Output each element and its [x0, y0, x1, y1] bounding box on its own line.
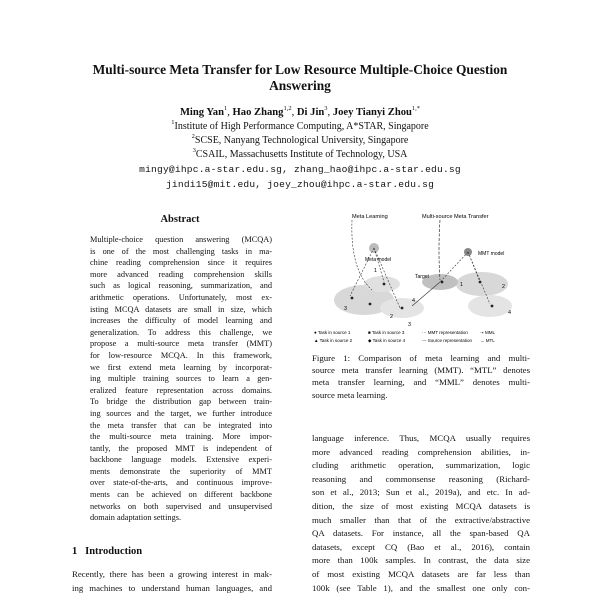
text-line: for low-resource MCQA. In this framework,: [90, 350, 272, 360]
text-line: over state-of-the-arts, and continuous improve-: [90, 478, 272, 488]
affiliation-line: $^3$CSAIL, Massachusetts Institute of Technology, USA: [192, 147, 408, 160]
text-line: Multiple-choice question answering (MCQA): [90, 235, 272, 244]
text-line: cluding arithmetic operation, summarization, logic: [312, 460, 530, 471]
source-cluster: [364, 276, 400, 292]
source-cluster: [468, 295, 512, 317]
text-line: dition, the size of most existing MCQA datasets is: [312, 500, 530, 511]
text-line: arithmetic operations. Unfortunately, most ex-: [90, 292, 272, 302]
label-meta-learning: Meta Learning: [352, 214, 388, 220]
text-line: To bridge the distribution gap between train-: [90, 397, 272, 407]
text-line: ments demonstrate the superiority of MMT: [90, 466, 272, 476]
affiliation-line: $^2$SCSE, Nanyang Technological University, Singapore: [191, 133, 409, 146]
text-line: son et al., 2013; Sun et al., 2019a), and etc. In ad-: [312, 487, 530, 498]
cluster-number: 3: [344, 306, 347, 312]
title-line-2: Answering: [269, 78, 331, 93]
task-marker: [479, 281, 482, 284]
text-line: more advanced reading comprehension abilities, in-: [312, 446, 530, 457]
task-marker: [441, 281, 444, 284]
figure-caption: [312, 352, 530, 401]
legend-item: ● Task in source 1: [314, 330, 351, 335]
author-sup: 1,2: [283, 105, 292, 112]
cluster-number: 1: [374, 268, 377, 274]
abstract-heading: Abstract: [160, 214, 200, 225]
text-line: more than 100k samples. In contrast, the data size: [312, 555, 530, 566]
text-line: the multi-source meta training. More impor-: [90, 432, 272, 442]
text-line: generalization. To address this challenge, we: [90, 327, 272, 337]
text-line: source meta transfer learning (MMT). “MTL” denotes: [312, 365, 530, 376]
text-line: we first extend meta learning by incorporat-: [90, 362, 272, 372]
legend-item: ⇢ MML: [480, 330, 496, 335]
legend-item: ··· MMT representation: [422, 330, 468, 335]
text-line: tantly, the proposed MMT is independent of: [90, 443, 272, 453]
text-line: eralized feature representation across domains.: [90, 385, 272, 395]
legend-item: ◆ Task in source 4: [368, 338, 406, 343]
text-line: datasets, except CQ (Bao et al., 2016), contain: [312, 541, 530, 552]
section-heading-introduction: [72, 546, 142, 557]
task-marker: [383, 283, 386, 286]
text-line: backbone language models. Extensive experi-: [90, 455, 272, 465]
author-name: Ming Yan: [179, 107, 224, 118]
cluster-number: 1: [460, 282, 463, 288]
text-line: meta transfer learning, and “MML” denotes multi-: [312, 377, 530, 388]
task-marker: [491, 305, 494, 308]
text-line: the meta transfer that can be integrated into: [90, 420, 272, 430]
label-mmt-transfer: Multi-source Meta Transfer: [422, 214, 489, 220]
task-marker: [401, 307, 404, 310]
text-line: ing multiple training sources to learn a gen-: [90, 374, 272, 384]
figure-1: [312, 210, 534, 345]
legend-item: → MTL: [480, 338, 495, 343]
text-line: ing machines to understand human languages, and: [72, 582, 272, 593]
author-name: Hao Zhang: [232, 107, 284, 118]
text-line: reasoning and commonsense reasoning (Richard-: [312, 473, 530, 484]
mmt-path: [439, 220, 440, 280]
email-line-2: jindi15@mit.edu, joey_zhou@ihpc.a-star.edu.sg: [165, 179, 435, 190]
text-line: Figure 1: Comparison of meta learning and multi-: [312, 353, 530, 363]
author-sup: 1,*: [411, 105, 421, 112]
text-line: propose a multi-source meta transfer (MMT): [90, 339, 272, 349]
label-mmt-model: MMT model: [478, 251, 505, 257]
cluster-number: 2: [502, 284, 505, 290]
label-meta-model: Meta model: [365, 257, 392, 263]
email-line-1: mingy@ihpc.a-star.edu.sg, zhang_hao@ihpc.a-star.edu.sg: [139, 164, 461, 175]
text-line: much smaller than that of the extractive/abstractive: [312, 514, 530, 525]
text-line: chine reading comprehension since it requires: [90, 258, 272, 268]
author-list: Ming Yan$^1$, Hao Zhang$^{1,2}$, Di Jin$^3$, Joey Tianyi Zhou$^{1,*}$: [179, 105, 421, 118]
text-line: more advanced reading comprehension skills: [90, 269, 272, 279]
cluster-number: 2: [390, 314, 393, 320]
text-line: domain adaptation settings.: [90, 513, 182, 523]
abstract-body: [90, 234, 272, 524]
cluster-number: 3: [408, 322, 411, 328]
affiliations: [40, 120, 560, 162]
affiliation-line: $^1$Institute of High Performance Computing, A*STAR, Singapore: [171, 119, 429, 132]
section-title: Introduction: [85, 546, 143, 557]
text-line: of most existing MCQA datasets are far less than: [312, 568, 530, 579]
cluster-number: 4: [508, 310, 511, 316]
introduction-body: [72, 568, 272, 595]
author-emails: [40, 162, 560, 192]
paper-title: [40, 62, 560, 94]
task-marker: [351, 297, 354, 300]
task-marker: [369, 303, 372, 306]
section-number: 1: [72, 546, 78, 557]
author-name: Joey Tianyi Zhou: [332, 107, 412, 118]
text-line: increases the difficulty of model learning and: [90, 316, 272, 326]
legend-item: ▲ Task in source 2: [314, 338, 353, 343]
text-line: Recently, there has been a growing interest in mak-: [72, 569, 272, 579]
text-line: ments can be achieved on different backbone: [90, 490, 272, 500]
text-line: 100k (see Table 1), and the smallest one only con-: [312, 582, 530, 593]
author-sup: 3: [324, 105, 328, 112]
text-line: networks on both supervised and unsupervised: [90, 501, 272, 511]
author-sup: 1: [224, 105, 228, 112]
text-line: source meta learning.: [312, 389, 388, 400]
legend-item: --- Source representation: [422, 338, 473, 343]
text-line: language inference. Thus, MCQA usually requires: [312, 433, 530, 443]
source-cluster: [456, 272, 508, 296]
right-column-body: [312, 432, 530, 595]
figure-legend: [314, 330, 496, 343]
text-line: ing sources and the target, we further introduce: [90, 408, 272, 418]
legend-item: ■ Task in source 3: [368, 330, 405, 335]
text-line: isting MCQA datasets are small in size, which: [90, 304, 272, 314]
text-line: such as logical reasoning, summarization, and: [90, 281, 272, 291]
cluster-number: 4: [412, 298, 415, 304]
author-name: Di Jin: [296, 107, 325, 118]
title-line-1: Multi-source Meta Transfer for Low Resource Multiple-Choice Question: [92, 62, 508, 77]
text-line: is one of the most challenging tasks in ma-: [90, 246, 272, 256]
label-target: Target: [415, 274, 429, 280]
text-line: QA datasets. For instance, all the span-based QA: [312, 528, 530, 539]
